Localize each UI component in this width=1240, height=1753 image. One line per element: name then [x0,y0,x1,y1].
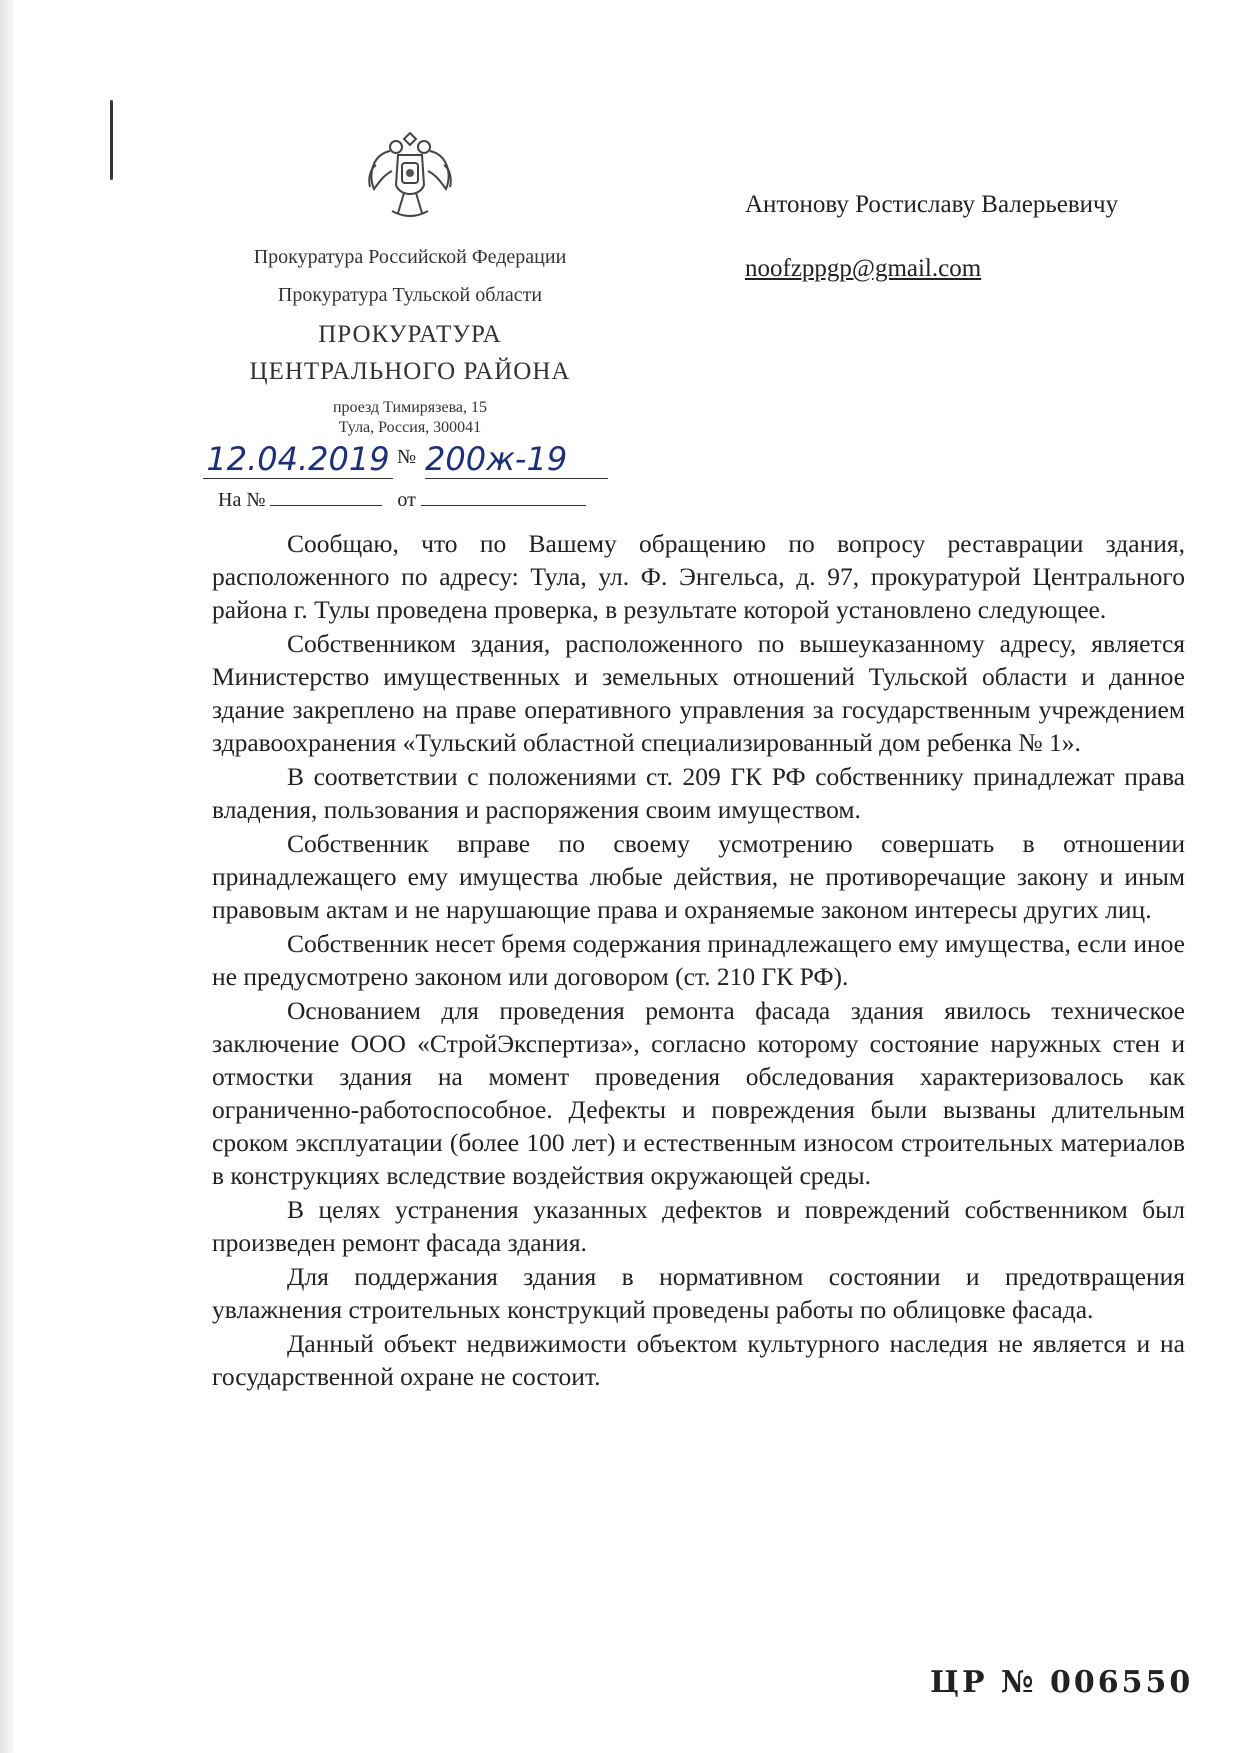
body-paragraph: Сообщаю, что по Вашему обращению по вопросу реставрации здания, расположенного по адресу: Тула, ул. Ф. Энгельса, д. 97, прокуратурой Центрального района г. Тулы проведена проверка, в результате которой установлено следующее. [212,529,1185,624]
registration-number-label: № [397,446,417,468]
body-paragraph: Основанием для проведения ремонта фасада здания явилось техническое заключение ООО «СтройЭкспертиза», согласно которому состояние наружных стен и отмостки здания на момент проведения обследования характеризовалось как ограниченно-работоспособное. Дефекты и повреждения были вызваны длительным сроком эксплуатации (более 100 лет) и естественным износом строительных материалов в конструкциях вследствие воздействия окружающей среды. [212,996,1185,1190]
serial-number: ЦР № 006550 [930,1665,1194,1700]
org-line-2: Прокуратура Тульской области [277,284,543,306]
recipient-email[interactable]: noofzppgp@gmail.com [745,255,982,282]
body-paragraph: Собственник вправе по своему усмотрению совершать в отношении принадлежащего ему имущества любые действия, не противоречащие закону и иным правовым актам и не нарушающие права и охраняемые законом интересы других лиц. [212,829,1185,924]
body-paragraph: Собственником здания, расположенного по вышеуказанному адресу, является Министерство имущественных и земельных отношений Тульской области и данное здание закреплено на праве оперативного управления за государственным учреждением здравоохранения «Тульский областной специализированный дом ребенка № 1». [212,629,1185,757]
sender-header [215,238,605,438]
registration-number: 200ж-19 [425,440,608,479]
recipient-name: Антонову Ростиславу Валерьевичу [745,191,1119,218]
registration-line [203,440,608,480]
org-main-line-1: ПРОКУРАТУРА [318,321,502,348]
reference-number-label: На № [218,489,266,511]
body-paragraph: В соответствии с положениями ст. 209 ГК РФ собственнику принадлежат права владения, пользования и распоряжения своим имуществом. [212,762,1185,824]
double-headed-eagle-emblem-icon [362,125,458,225]
address-line-2: Тула, Россия, 300041 [338,419,482,436]
body-paragraph: В целях устранения указанных дефектов и повреждений собственником был произведен ремонт фасада здания. [212,1195,1185,1257]
org-main-line-2: ЦЕНТРАЛЬНОГО РАЙОНА [249,358,571,385]
letter-body [212,527,1185,1393]
registration-date: 12.04.2019 [203,440,393,479]
reference-number-blank [270,487,382,506]
body-paragraph: Собственник несет бремя содержания принадлежащего ему имущества, если иное не предусмотрено законом или договором (ст. 210 ГК РФ). [212,929,1185,991]
body-paragraph: Для поддержания здания в нормативном состоянии и предотвращения увлажнения строительных конструкций проведены работы по облицовке фасада. [212,1262,1185,1324]
reference-date-blank [421,487,586,506]
address-line-1: проезд Тимирязева, 15 [332,399,488,416]
reference-line [218,487,618,512]
reference-from-label: от [397,489,416,511]
recipient-block [745,190,1185,284]
margin-pen-mark [110,100,113,180]
body-paragraph: Данный объект недвижимости объектом культурного наследия не является и на государственной охране не состоит. [212,1329,1185,1391]
org-line-1: Прокуратура Российской Федерации [253,246,567,268]
scan-edge [0,0,14,1753]
